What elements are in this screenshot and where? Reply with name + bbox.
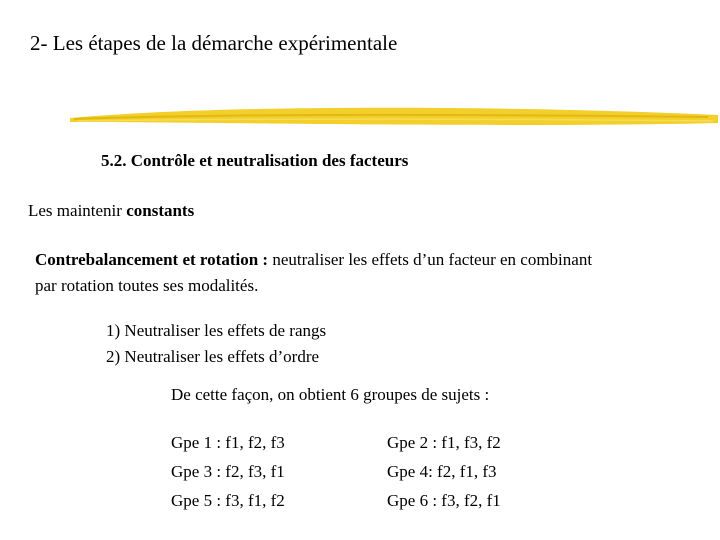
- counterbalance-bold: Contrebalancement et rotation :: [35, 250, 269, 269]
- counterbalance-line-1: [35, 247, 592, 273]
- counterbalance-paragraph: [35, 247, 592, 299]
- numbered-list: [106, 318, 326, 370]
- counterbalance-rest: neutraliser les effets d’un facteur en combinant: [268, 250, 593, 269]
- group-item: Gpe 2 : f1, f3, f2: [387, 433, 501, 452]
- group-item: Gpe 3 : f2, f3, f1: [171, 462, 285, 481]
- group-item: Gpe 4: f2, f1, f3: [387, 462, 497, 481]
- list-item: 1) Neutraliser les effets de rangs: [106, 321, 327, 340]
- group-item: Gpe 6 : f3, f2, f1: [387, 491, 501, 510]
- group-item: Gpe 1 : f1, f2, f3: [171, 433, 285, 452]
- maintain-prefix: Les maintenir: [28, 201, 127, 220]
- slide-title: 2- Les étapes de la démarche expérimentale: [30, 31, 398, 55]
- groups-intro: De cette façon, on obtient 6 groupes de sujets :: [171, 385, 490, 404]
- section-subtitle: 5.2. Contrôle et neutralisation des facteurs: [101, 151, 409, 170]
- group-item: Gpe 5 : f3, f1, f2: [171, 491, 285, 510]
- maintain-bold: constants: [126, 201, 195, 220]
- list-item: 2) Neutraliser les effets d’ordre: [106, 347, 320, 366]
- counterbalance-line-2: par rotation toutes ses modalités.: [35, 276, 259, 295]
- maintain-paragraph: [28, 201, 194, 221]
- yellow-brush-rule: [68, 103, 720, 133]
